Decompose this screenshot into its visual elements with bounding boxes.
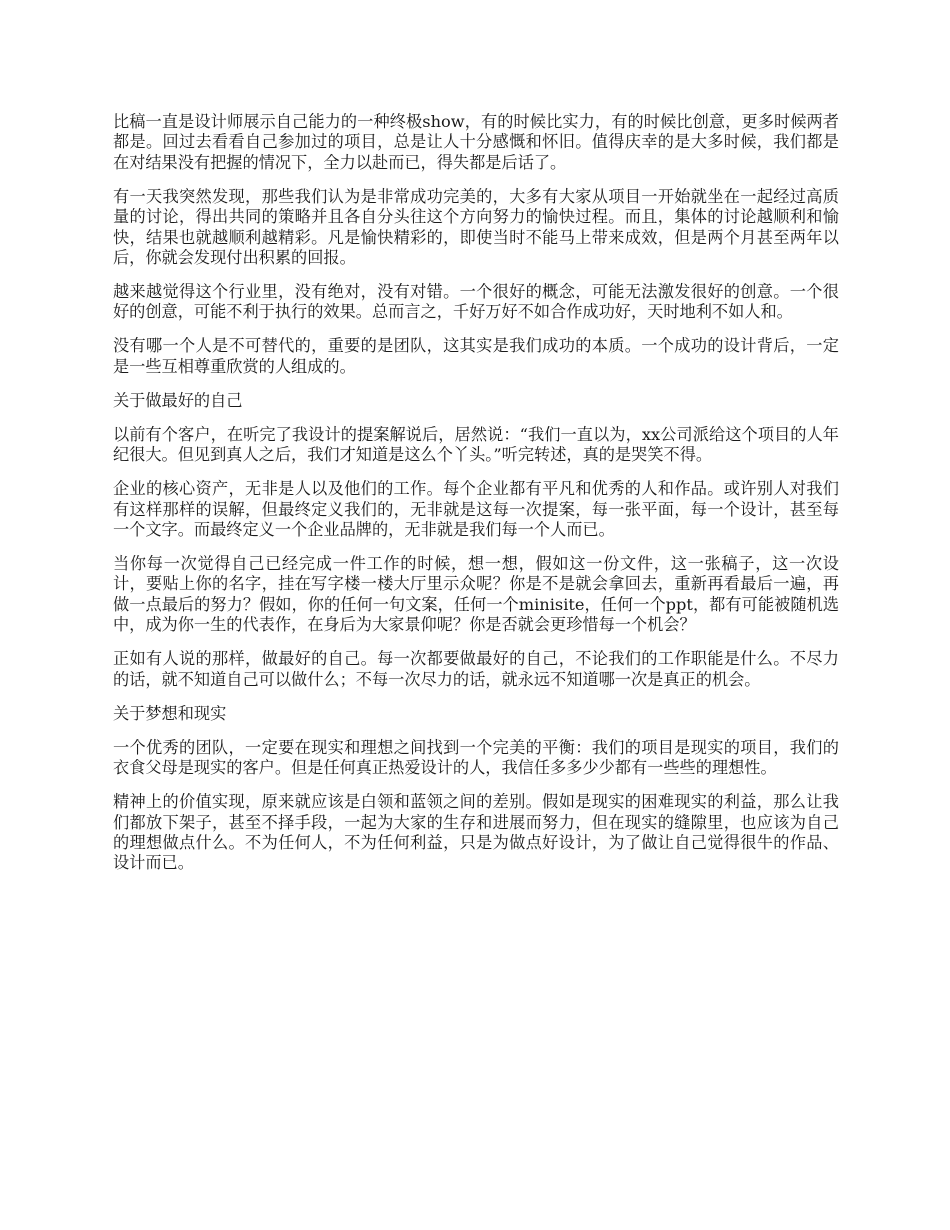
paragraph-client-story: 以前有个客户，在听完了我设计的提案解说后，居然说：“我们一直以为，xx公司派给这个项目的人年纪很大。但见到真人之后，我们才知道是这么个丫头。”听完转述，真的是哭笑不得。: [113, 424, 839, 465]
paragraph-discovery: 有一天我突然发现，那些我们认为是非常成功完美的，大多有大家从项目一开始就坐在一起经过高质量的讨论，得出共同的策略并且各自分头往这个方向努力的愉快过程。而且，集体的讨论越顺利和愉快，结果也就越顺利越精彩。凡是愉快精彩的，即使当时不能马上带来成效，但是两个月甚至两年以后，你就会发现付出积累的回报。: [113, 186, 839, 268]
paragraph-spiritual-value: 精神上的价值实现，原来就应该是白领和蓝领之间的差别。假如是现实的困难现实的利益，那么让我们都放下架子，甚至不择手段，一起为大家的生存和进展而努力，但在现实的缝隙里，也应该为自己的理想做点什么。不为任何人，不为任何利益，只是为做点好设计，为了做让自己觉得很牛的作品、设计而已。: [113, 792, 839, 873]
section-heading-best-self: 关于做最好的自己: [113, 390, 243, 410]
paragraph-no-absolute: 越来越觉得这个行业里，没有绝对，没有对错。一个很好的概念，可能无法激发很好的创意。一个很好的创意，可能不利于执行的效果。总而言之，千好万好不如合作成功好，天时地利不如人和。: [113, 282, 839, 322]
paragraph-core-assets: 企业的核心资产，无非是人以及他们的工作。每个企业都有平凡和优秀的人和作品。或许别人对我们有这样那样的误解，但最终定义我们的，无非就是这每一次提案，每一张平面，每一个设计，甚至每一个文字。而最终定义一个企业品牌的，无非就是我们每一个人而已。: [113, 479, 839, 540]
paragraph-final-review: 当你每一次觉得自己已经完成一件工作的时候，想一想，假如这一份文件，这一张稿子，这一次设计，要贴上你的名字，挂在写字楼一楼大厅里示众呢？你是不是就会拿回去，重新再看最后一遍，再做一点最后的努力？假如，你的任何一句文案，任何一个minisite，任何一个ppt，都有可能被随机选中，成为你一生的代表作，在身后为大家景仰呢？你是否就会更珍惜每一个机会？: [113, 554, 839, 635]
paragraph-pitch-intro: 比稿一直是设计师展示自己能力的一种终极show，有的时候比实力，有的时候比创意，更多时候两者都是。回过去看看自己参加过的项目，总是让人十分感慨和怀旧。值得庆幸的是大多时候，我们都是在对结果没有把握的情况下，全力以赴而已，得失都是后话了。: [113, 112, 839, 172]
paragraph-team: 没有哪一个人是不可替代的，重要的是团队，这其实是我们成功的本质。一个成功的设计背后，一定是一些互相尊重欣赏的人组成的。: [113, 336, 839, 376]
document-body: [113, 112, 839, 874]
section-heading-dream-reality: 关于梦想和现实: [113, 703, 227, 723]
paragraph-balance: 一个优秀的团队，一定要在现实和理想之间找到一个完美的平衡：我们的项目是现实的项目，我们的衣食父母是现实的客户。但是任何真正热爱设计的人，我信任多多少少都有一些些的理想性。: [113, 737, 839, 778]
paragraph-do-your-best: 正如有人说的那样，做最好的自己。每一次都要做最好的自己，不论我们的工作职能是什么。不尽力的话，就不知道自己可以做什么；不每一次尽力的话，就永远不知道哪一次是真正的机会。: [113, 649, 839, 689]
